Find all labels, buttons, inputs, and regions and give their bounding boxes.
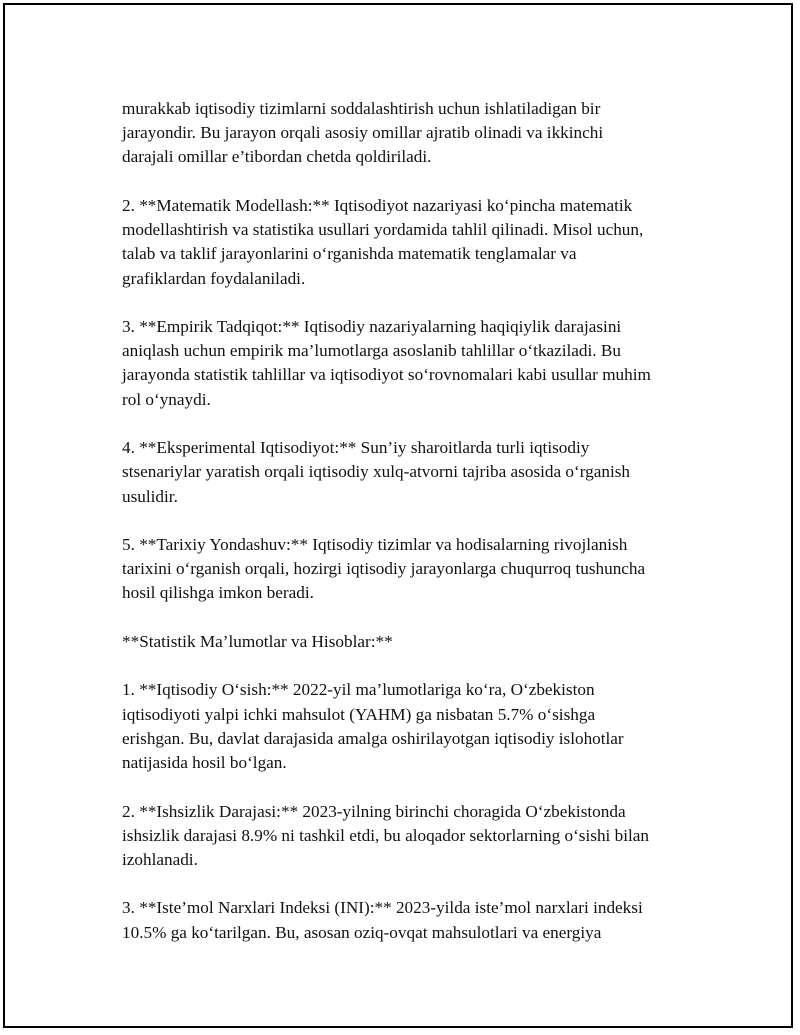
text-line: darajali omillar e’tibordan chetda qoldiriladi. <box>122 147 432 167</box>
text-line: stsenariylar yaratish orqali iqtisodiy xulq-atvorni tajriba asosida o‘rganish <box>122 462 631 482</box>
text-line: 4. **Eksperimental Iqtisodiyot:** Sun’iy sharoitlarda turli iqtisodiy <box>122 438 590 458</box>
text-line: usulidir. <box>122 486 178 506</box>
text-line: 2. **Ishsizlik Darajasi:** 2023-yilning birinchi choragida O‘zbekistonda <box>122 801 626 821</box>
paragraph <box>122 896 697 944</box>
page-frame <box>3 3 793 1028</box>
text-line: tarixini o‘rganish orqali, hozirgi iqtisodiy jarayonlarga chuqurroq tushuncha <box>122 559 646 579</box>
paragraph <box>122 97 697 170</box>
paragraph <box>122 315 697 412</box>
text-line: erishgan. Bu, davlat darajasida amalga oshirilayotgan iqtisodiy islohotlar <box>122 728 624 748</box>
text-line: jarayonda statistik tahlillar va iqtisodiyot so‘rovnomalari kabi usullar muhim <box>122 365 651 385</box>
document-body <box>122 97 697 969</box>
text-line: aniqlash uchun empirik ma’lumotlarga asoslanib tahlillar o‘tkaziladi. Bu <box>122 341 621 361</box>
text-line: 3. **Empirik Tadqiqot:** Iqtisodiy nazariyalarning haqiqiylik darajasini <box>122 317 622 337</box>
text-line: 5. **Tarixiy Yondashuv:** Iqtisodiy tizimlar va hodisalarning rivojlanish <box>122 535 628 555</box>
text-line: **Statistik Ma’lumotlar va Hisoblar:** <box>122 631 393 651</box>
text-line: jarayondir. Bu jarayon orqali asosiy omillar ajratib olinadi va ikkinchi <box>122 123 604 143</box>
text-line: murakkab iqtisodiy tizimlarni soddalashtirish uchun ishlatiladigan bir <box>122 99 601 118</box>
text-line: 2. **Matematik Modellash:** Iqtisodiyot nazariyasi ko‘pincha matematik <box>122 195 633 215</box>
text-line: 3. **Iste’mol Narxlari Indeksi (INI):** 2023-yilda iste’mol narxlari indeksi <box>122 898 643 918</box>
text-line: rol o‘ynaydi. <box>122 389 211 409</box>
text-line: 1. **Iqtisodiy O‘sish:** 2022-yil ma’lumotlariga ko‘ra, O‘zbekiston <box>122 680 595 700</box>
text-line: izohlanadi. <box>122 849 198 869</box>
text-line: grafiklardan foydalaniladi. <box>122 268 306 288</box>
paragraph <box>122 630 697 654</box>
text-line: hosil qilishga imkon beradi. <box>122 583 314 603</box>
text-line: talab va taklif jarayonlarini o‘rganishda matematik tenglamalar va <box>122 244 577 264</box>
paragraph <box>122 194 697 291</box>
text-line: modellashtirish va statistika usullari yordamida tahlil qilinadi. Misol uchun, <box>122 220 644 240</box>
text-line: ishsizlik darajasi 8.9% ni tashkil etdi, bu aloqador sektorlarning o‘sishi bilan <box>122 825 649 845</box>
text-line: iqtisodiyoti yalpi ichki mahsulot (YAHM) ga nisbatan 5.7% o‘sishga <box>122 704 596 724</box>
paragraph <box>122 678 697 775</box>
paragraph <box>122 533 697 606</box>
paragraph <box>122 800 697 873</box>
text-line: natijasida hosil bo‘lgan. <box>122 753 287 773</box>
paragraph <box>122 436 697 509</box>
text-line: 10.5% ga ko‘tarilgan. Bu, asosan oziq-ovqat mahsulotlari va energiya <box>122 922 602 942</box>
